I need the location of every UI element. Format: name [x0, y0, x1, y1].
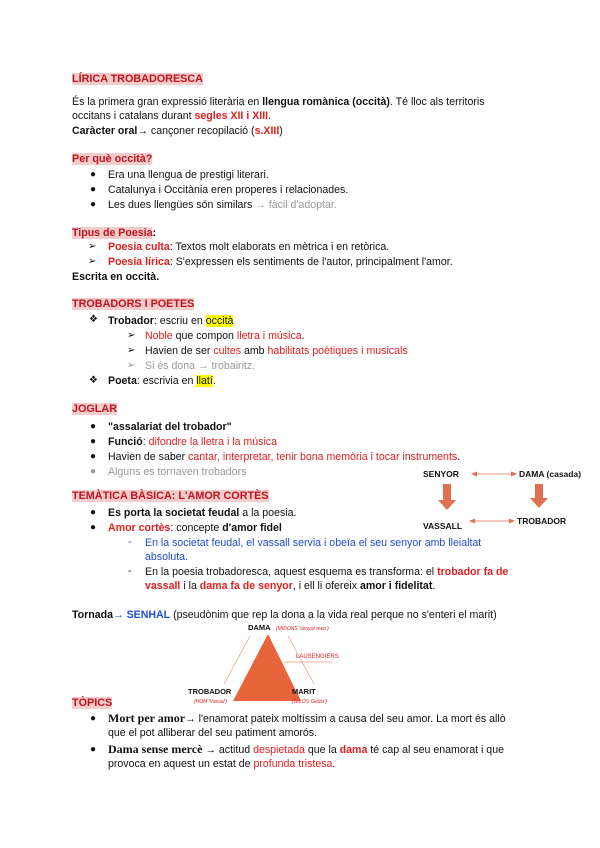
list-item: Amor cortès: concepte d'amor fidel [108, 522, 282, 534]
diamond-bullet-icon: ❖ [89, 314, 98, 325]
down-arrow-icon [438, 484, 456, 510]
arrowhead-icon [469, 519, 475, 524]
section-heading-joglar: JOGLAR [72, 403, 117, 415]
section-heading-trobadors: TROBADORS I POETES [72, 298, 195, 310]
diagram-note-dama: (MIDONS 'senyor meu') [276, 626, 329, 632]
arrowhead-icon [509, 519, 515, 524]
list-item: Les dues llengües són similars → fàcil d'adoptar. [108, 199, 337, 211]
section-heading-topics: TÒPICS [72, 697, 113, 709]
list-item: Noble que compon lletra i música. [145, 330, 305, 342]
list-item-continuation: provoca en aquest un estat de profunda tristesa. [108, 758, 336, 770]
diagram-label-vassall: VASSALL [423, 521, 463, 531]
section-heading-tematica: TEMÀTICA BÀSICA: L'AMOR CORTÈS [72, 490, 269, 502]
bullet-icon: ● [90, 169, 97, 180]
intro-line-2: occitans i catalans durant segles XII i XIII. [72, 110, 272, 122]
diagram-label-senyor: SENYOR [423, 469, 459, 479]
diagram-note-marit: (GILÓS 'Gelós') [292, 699, 327, 705]
page-title: LÍRICA TROBADORESCA [72, 73, 203, 85]
list-item-continuation: vassall i la dama fa de senyor, i ell li ofereix amor i fidelitat. [145, 580, 436, 592]
triangle-shape [233, 634, 301, 701]
diagram-label-lausengiers: LAUSENGIERS [296, 654, 339, 660]
diagram-note-trobador: (HOM 'Vassal') [194, 699, 228, 705]
bullet-icon: ● [90, 744, 97, 755]
list-item: En la societat feudal, el vassall servia i obeïa el seu senyor amb lleialtat [145, 537, 482, 549]
list-item: Havien de saber cantar, interpretar, tenir bona memòria i tocar instruments. [108, 451, 461, 463]
list-item: Funció: difondre la lletra i la música [108, 436, 277, 448]
section-heading-per-que: Per què occità? [72, 153, 153, 165]
tornada-line: Tornada→ SENHAL (pseudònim que rep la dona a la vida real perque no s'enteri el marit) [72, 609, 497, 621]
list-item: Dama sense mercè → actitud despietada que la dama té cap al seu enamorat i que [108, 742, 504, 756]
triangle-diagram [180, 618, 390, 710]
list-item: Alguns es tornaven trobadors [108, 466, 247, 478]
list-item: En la poesia trobadoresca, aquest esquema es transforma: el trobador fa de [145, 566, 509, 578]
list-item: Poeta: escrivia en llatí. [108, 375, 216, 387]
section-heading-tipus: Tipus de Poesia: [72, 227, 156, 239]
diagram-label-trobador: TROBADOR [517, 516, 567, 526]
bullet-icon: ● [90, 451, 97, 462]
bullet-icon: ● [90, 466, 97, 477]
arrowhead-icon [511, 472, 517, 477]
bullet-icon: ● [90, 436, 97, 447]
list-item-continuation: absoluta. [145, 551, 188, 563]
list-item: Poesia lírica: S'expressen els sentiments de l'autor, principalment l'amor. [108, 256, 453, 268]
dash-bullet-icon: - [128, 565, 132, 577]
arrow-bullet-icon: ➢ [127, 360, 136, 371]
list-item: Era una llengua de prestigi literari. [108, 169, 269, 181]
connector-line [288, 636, 314, 684]
list-item: Es porta la societat feudal a la poesia. [108, 507, 297, 519]
list-item: Trobador: escriu en occità [108, 315, 234, 327]
diagram-label-dama: DAMA (casada) [519, 469, 582, 479]
list-item-continuation: que el pot alliberar del seu patiment amorós. [108, 727, 318, 739]
arrow-bullet-icon: ➢ [88, 241, 97, 252]
bullet-icon: ● [90, 507, 97, 518]
down-arrow-icon [530, 484, 548, 508]
arrow-bullet-icon: ➢ [127, 345, 136, 356]
list-item: Poesia culta: Textos molt elaborats en mètrica i en retòrica. [108, 241, 390, 253]
list-item: "assalariat del trobador" [108, 421, 232, 433]
arrow-bullet-icon: ➢ [127, 330, 136, 341]
feudal-diagram [415, 460, 585, 540]
list-item: Catalunya i Occitània eren properes i relacionades. [108, 184, 349, 196]
arrowhead-icon [471, 472, 477, 477]
diagram-label-dama: DAMA [248, 623, 271, 632]
diagram-label-trobador: TROBADOR [188, 687, 232, 696]
bullet-icon: ● [90, 199, 97, 210]
bullet-icon: ● [90, 713, 97, 724]
bullet-icon: ● [90, 184, 97, 195]
bullet-icon: ● [90, 522, 97, 533]
intro-line-3: Caràcter oral→ cançoner recopilació (s.XIII) [72, 125, 283, 137]
arrow-bullet-icon: ➢ [88, 256, 97, 267]
list-item: Mort per amor→ l'enamorat pateix moltíssim a causa del seu amor. La mort és allò [108, 711, 506, 725]
escrita-text: Escrita en occità. [72, 271, 160, 283]
bullet-icon: ● [90, 421, 97, 432]
list-item: Havien de ser cultes amb habilitats poètiques i musicals [145, 345, 408, 357]
diamond-bullet-icon: ❖ [89, 375, 98, 386]
dash-bullet-icon: - [128, 536, 132, 548]
list-item: Si és dona → trobairitz. [145, 360, 256, 372]
intro-line-1: És la primera gran expressió literària en llengua romànica (occità). Té lloc als territoris [72, 96, 485, 108]
diagram-label-marit: MARIT [292, 687, 316, 696]
